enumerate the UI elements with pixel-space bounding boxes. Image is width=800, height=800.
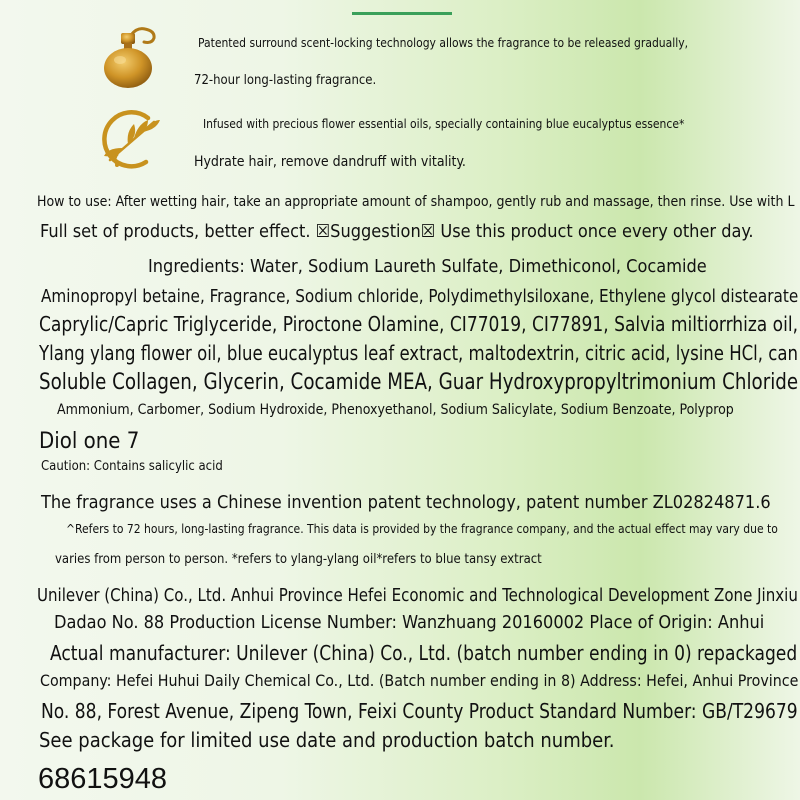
ingredients-line-7: Diol one 7 (39, 429, 140, 454)
manufacturer-line-4: Company: Hefei Huhui Daily Chemical Co., Ltd. (Batch number ending in 8) Address: Hefei, Anhui Province (40, 671, 799, 690)
footnote-line-2: varies from person to person. *refers to ylang-ylang oil*refers to blue tansy extract (55, 552, 542, 567)
ingredients-line-5: Soluble Collagen, Glycerin, Cocamide MEA, Guar Hydroxypropyltrimonium Chloride (39, 370, 799, 395)
feature-1-line-2: 72-hour long-lasting fragrance. (194, 73, 377, 88)
perfume-bottle-icon (100, 26, 158, 90)
manufacturer-line-5: No. 88, Forest Avenue, Zipeng Town, Feixi County Product Standard Number: GB/T29679 (41, 699, 798, 723)
usage-line-1: How to use: After wetting hair, take an appropriate amount of shampoo, gently rub and massage, then rinse. Use with L (37, 194, 795, 210)
caution-text: Caution: Contains salicylic acid (41, 459, 223, 474)
ingredients-line-1: Ingredients: Water, Sodium Laureth Sulfate, Dimethiconol, Cocamide (148, 256, 707, 277)
leaf-emblem-icon (96, 108, 160, 170)
manufacturer-line-3: Actual manufacturer: Unilever (China) Co., Ltd. (batch number ending in 0) repackaged (50, 641, 798, 665)
ingredients-line-6: Ammonium, Carbomer, Sodium Hydroxide, Phenoxyethanol, Sodium Salicylate, Sodium Benzoate, Polyprop (57, 402, 734, 418)
ingredients-line-4: Ylang ylang flower oil, blue eucalyptus leaf extract, maltodextrin, citric acid, lysine HCl, can (39, 341, 798, 365)
feature-2-line-2: Hydrate hair, remove dandruff with vitality. (194, 154, 466, 170)
product-code: 68615948 (38, 763, 168, 795)
usage-line-2: Full set of products, better effect. ☒Suggestion☒ Use this product once every other day. (40, 221, 754, 242)
top-divider (352, 12, 452, 15)
manufacturer-line-1: Unilever (China) Co., Ltd. Anhui Province Hefei Economic and Technological Development Zone Jinxiu (37, 585, 798, 606)
ingredients-line-2: Aminopropyl betaine, Fragrance, Sodium chloride, Polydimethylsiloxane, Ethylene glycol distearate (41, 286, 799, 307)
ingredients-line-3: Caprylic/Capric Triglyceride, Piroctone Olamine, CI77019, CI77891, Salvia miltiorrhiza oil, (39, 312, 799, 336)
manufacturer-line-2: Dadao No. 88 Production License Number: Wanzhuang 20160002 Place of Origin: Anhui (54, 612, 765, 633)
feature-2-line-1: Infused with precious flower essential oils, specially containing blue eucalyptus essence* (203, 117, 685, 131)
patent-text: The fragrance uses a Chinese invention patent technology, patent number ZL02824871.6 (41, 492, 771, 513)
feature-1-line-1: Patented surround scent-locking technology allows the fragrance to be released gradually, (198, 36, 689, 50)
footnote-line-1: ^Refers to 72 hours, long-lasting fragrance. This data is provided by the fragrance company, and the actual effect may vary due to (66, 522, 778, 536)
manufacturer-line-6: See package for limited use date and production batch number. (39, 728, 615, 752)
